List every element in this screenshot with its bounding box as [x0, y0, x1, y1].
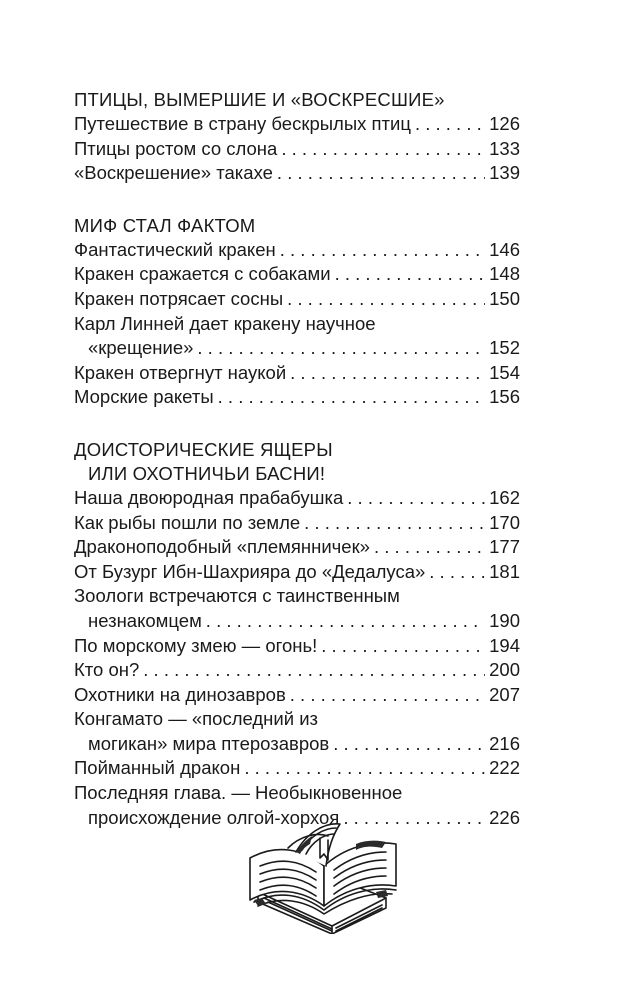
entry-title-line: Карл Линней дает кракену научное: [74, 312, 376, 334]
entry-title: незнакомцем: [88, 609, 202, 631]
page-number: 177: [489, 536, 520, 558]
toc-entry: [74, 262, 520, 287]
section-heading: [74, 88, 520, 112]
entry-title: Пойманный дракон: [74, 757, 241, 779]
toc-entry: [74, 112, 520, 137]
page-number: 200: [489, 659, 520, 681]
dot-leader: [415, 112, 485, 137]
dot-leader: [143, 658, 485, 683]
toc-entry: [74, 707, 520, 756]
dot-leader: [218, 385, 485, 410]
entry-title: Птицы ростом со слона: [74, 137, 278, 159]
dot-leader: [333, 732, 485, 757]
toc-entry: [74, 683, 520, 708]
entry-title: могикан» мира птерозавров: [88, 732, 330, 754]
entry-row: [74, 486, 520, 511]
dot-leader: [280, 238, 485, 263]
entry-title: Охотники на динозавров: [74, 683, 286, 705]
dot-leader: [197, 336, 485, 361]
toc-entry: [74, 161, 520, 186]
toc-entry: [74, 238, 520, 263]
entry-row: [74, 560, 520, 585]
entry-title-line: Конгамато — «последний из: [74, 708, 319, 730]
page-number: 133: [489, 137, 520, 159]
toc-section: [74, 88, 520, 186]
toc-entry: [74, 756, 520, 781]
entry-row: [74, 161, 520, 186]
table-of-contents: [74, 88, 520, 858]
toc-entry: [74, 486, 520, 511]
toc-entry: [74, 511, 520, 536]
toc-entry: [74, 634, 520, 659]
entry-title: Кракен потрясает сосны: [74, 287, 284, 309]
entry-title: Кракен сражается с собаками: [74, 263, 331, 285]
section-heading: [74, 214, 520, 238]
entry-row: [74, 112, 520, 137]
entry-title: По морскому змею — огонь!: [74, 634, 318, 656]
toc-section: [74, 214, 520, 410]
entry-row: [74, 287, 520, 312]
dot-leader: [335, 262, 486, 287]
entry-title-line: Последняя глава. — Необыкновенное: [74, 782, 403, 804]
entry-title: Как рыбы пошли по земле: [74, 511, 301, 533]
entry-row: [74, 336, 520, 361]
dot-leader: [290, 683, 485, 708]
dot-leader: [304, 511, 485, 536]
entry-row: [74, 535, 520, 560]
entry-row: [74, 658, 520, 683]
dot-leader: [429, 560, 485, 585]
section-heading-line: ПТИЦЫ, ВЫМЕРШИЕ И «ВОСКРЕСШИЕ»: [74, 89, 445, 110]
toc-entry: [74, 385, 520, 410]
entry-title: От Бузург Ибн-Шахрияра до «Дедалуса»: [74, 560, 426, 582]
section-heading-line: МИФ СТАЛ ФАКТОМ: [74, 214, 256, 236]
dot-leader: [287, 287, 485, 312]
entry-row: [74, 361, 520, 386]
entry-title: Драконоподобный «племянничек»: [74, 536, 370, 558]
page-number: 152: [489, 337, 520, 359]
section-heading-line: ДОИСТОРИЧЕСКИЕ ЯЩЕРЫ: [74, 438, 333, 460]
page-number: 156: [489, 386, 520, 408]
entry-row: [74, 238, 520, 263]
entry-title: Кто он?: [74, 659, 140, 681]
entry-row: [74, 137, 520, 162]
page-number: 150: [489, 287, 520, 309]
toc-entry: [74, 287, 520, 312]
page-number: 181: [489, 560, 520, 582]
page-number: 222: [489, 757, 520, 779]
page-number: 146: [489, 238, 520, 260]
page-number: 139: [489, 162, 520, 184]
page-number: 126: [489, 113, 520, 134]
entry-row: [74, 756, 520, 781]
toc-entry: [74, 658, 520, 683]
toc-entry: [74, 560, 520, 585]
entry-title: Наша двоюродная прабабушка: [74, 486, 344, 508]
entry-title-line: Зоологи встречаются с таинственным: [74, 585, 400, 607]
dot-leader: [277, 161, 485, 186]
entry-title: Кракен отвергнут наукой: [74, 361, 287, 383]
entry-title: Морские ракеты: [74, 386, 214, 408]
page-number: 216: [489, 732, 520, 754]
section-heading-line: ИЛИ ОХОТНИЧЬИ БАСНИ!: [88, 462, 326, 484]
entry-row: [74, 262, 520, 287]
toc-entry: [74, 137, 520, 162]
toc-entry: [74, 584, 520, 633]
entry-row: [74, 732, 520, 757]
page-number: 194: [489, 634, 520, 656]
toc-entry: [74, 361, 520, 386]
page-number: 154: [489, 361, 520, 383]
dot-leader: [321, 634, 485, 659]
page-number: 170: [489, 511, 520, 533]
dot-leader: [206, 609, 485, 634]
open-book-icon: [236, 814, 404, 934]
dot-leader: [281, 137, 485, 162]
entry-row: [74, 683, 520, 708]
section-heading: [74, 438, 520, 486]
entry-title: Путешествие в страну бескрылых птиц: [74, 113, 411, 134]
page-number: 226: [489, 806, 520, 828]
toc-entry: [74, 535, 520, 560]
entry-row: [74, 385, 520, 410]
dot-leader: [347, 486, 485, 511]
page-number: 190: [489, 609, 520, 631]
entry-row: [74, 511, 520, 536]
page-number: 207: [489, 683, 520, 705]
entry-title: происхождение олгой-хорхоя: [88, 806, 340, 828]
entry-title: «Воскрешение» такахе: [74, 162, 273, 184]
page-number: 162: [489, 486, 520, 508]
entry-title: Фантастический кракен: [74, 238, 276, 260]
dot-leader: [244, 756, 485, 781]
dot-leader: [290, 361, 485, 386]
entry-title: «крещение»: [88, 337, 194, 359]
page-number: 148: [489, 263, 520, 285]
entry-row: [74, 634, 520, 659]
toc-section: [74, 438, 520, 830]
toc-entry: [74, 312, 520, 361]
dot-leader: [374, 535, 485, 560]
entry-row: [74, 609, 520, 634]
